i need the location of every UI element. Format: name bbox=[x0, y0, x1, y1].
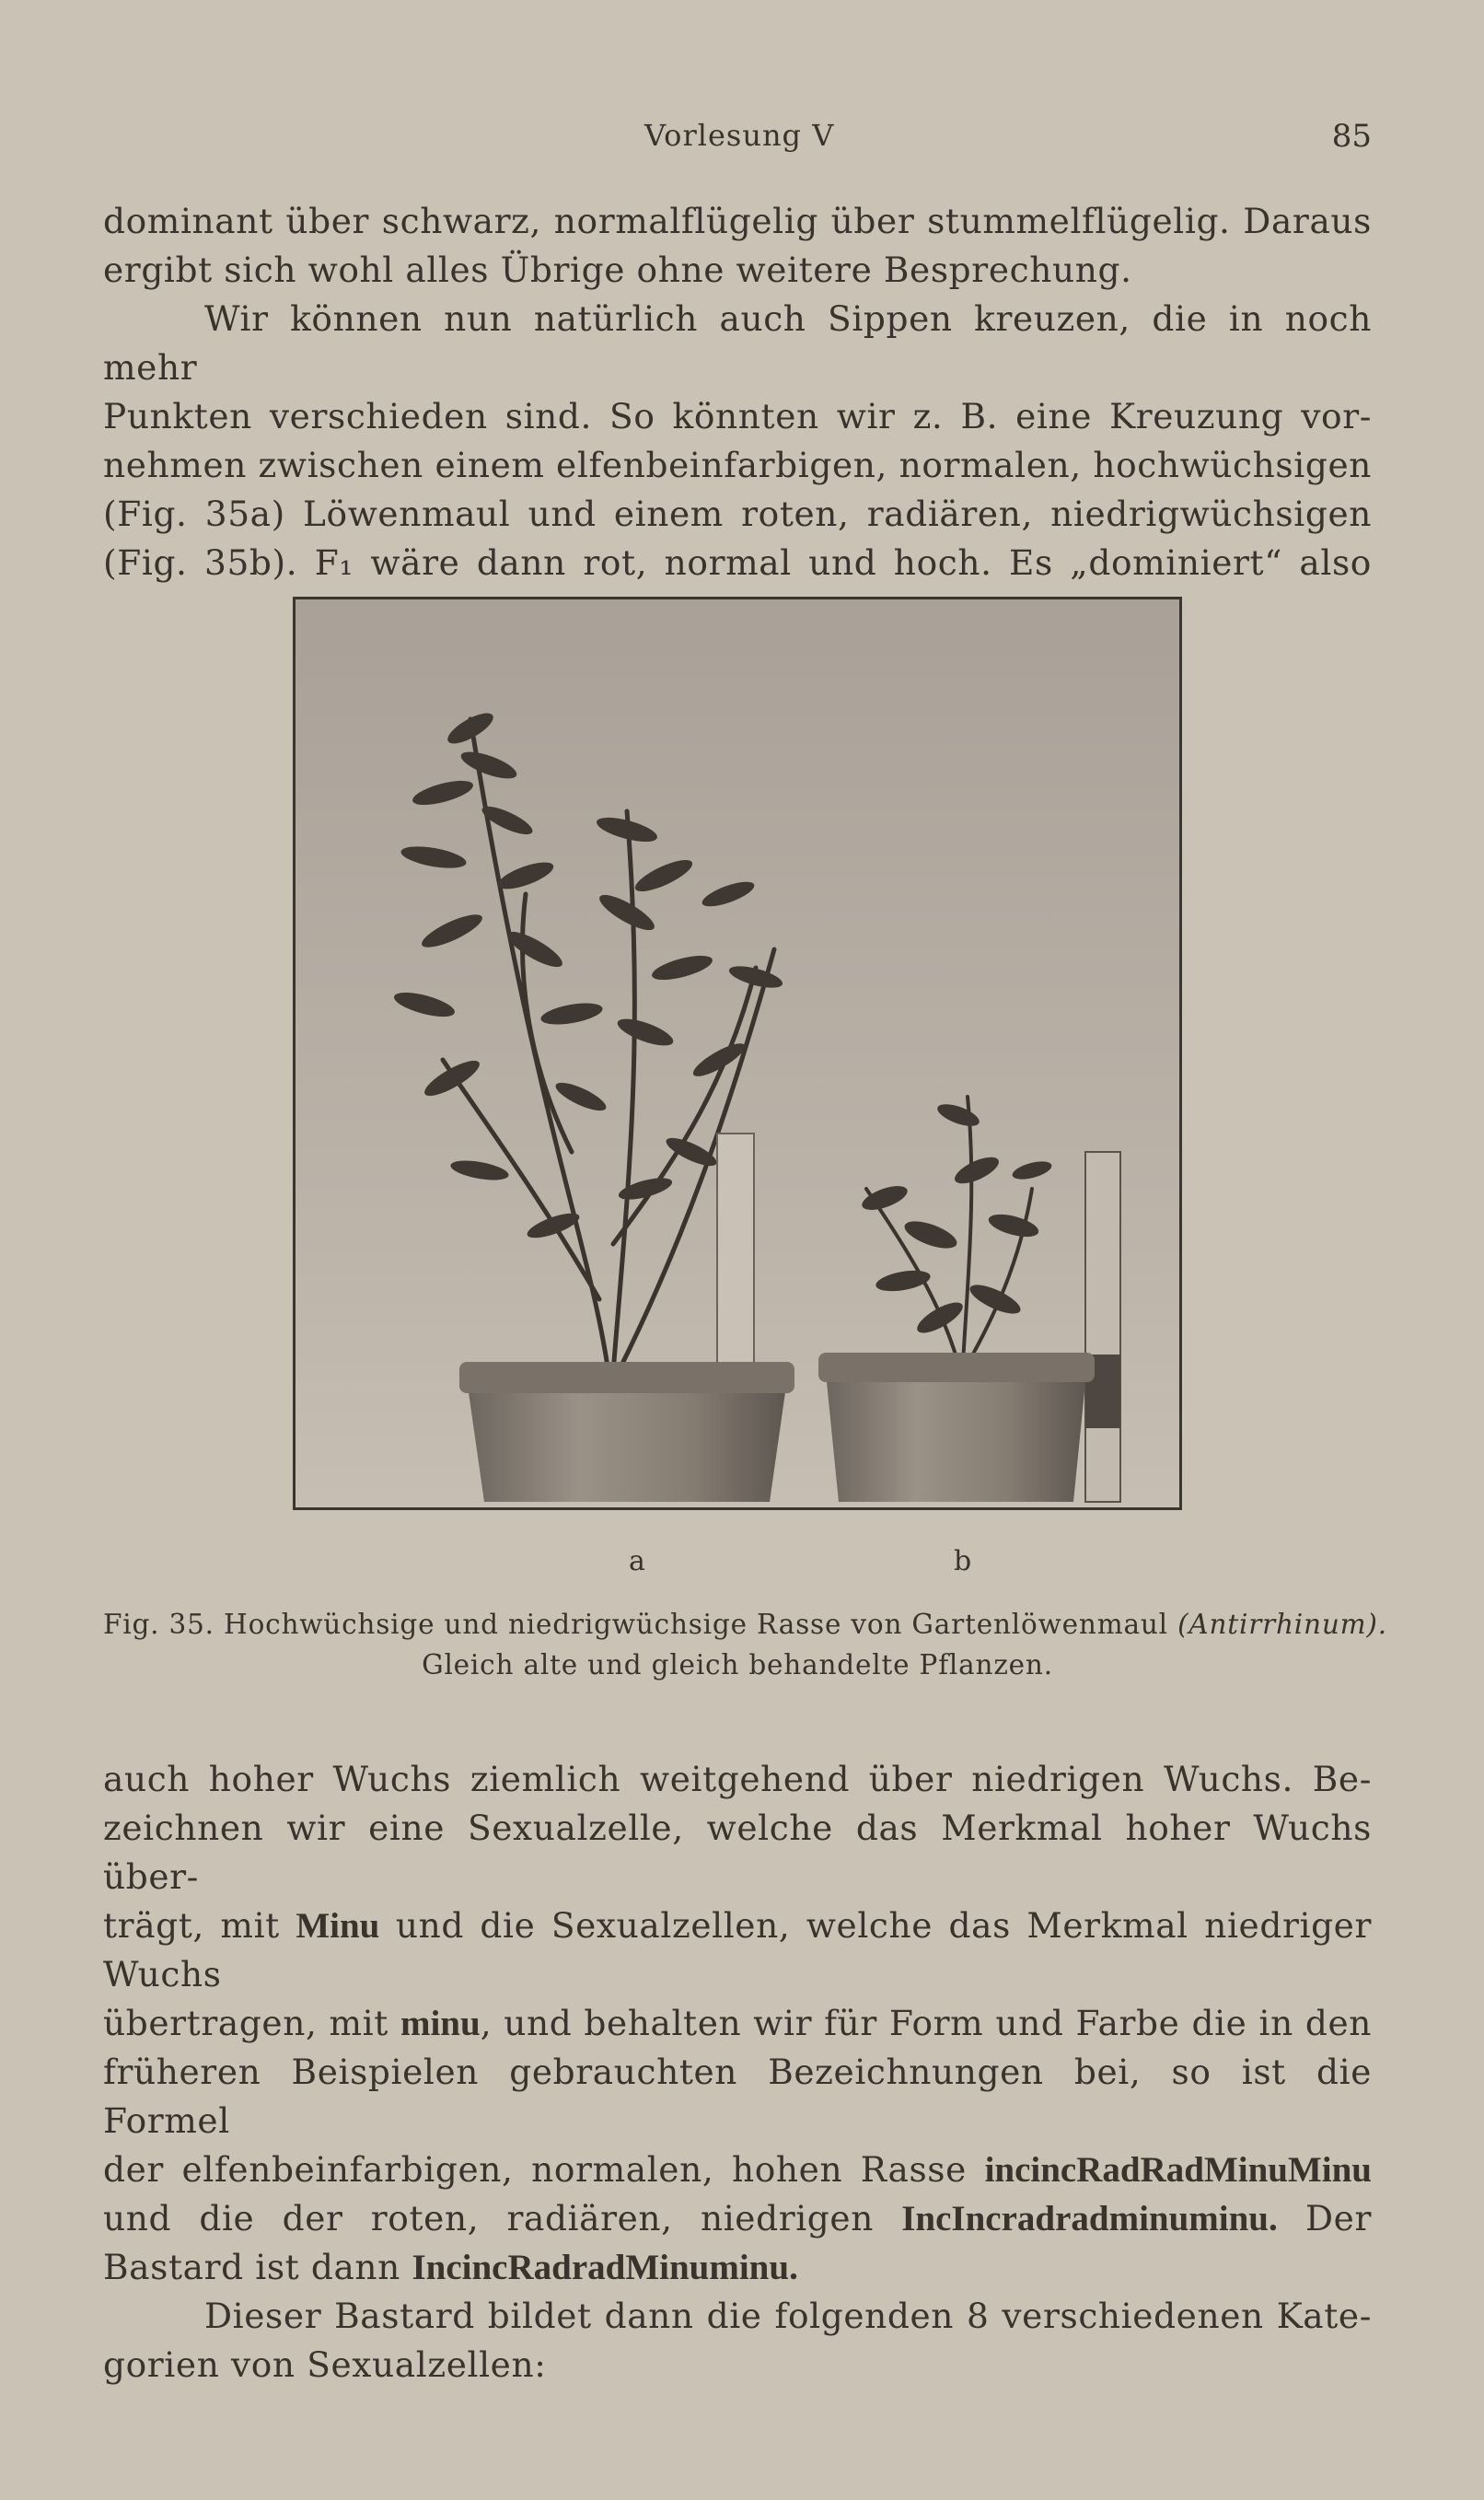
formula-bastard: IncincRadradMinuminu. bbox=[412, 2248, 798, 2287]
caption-prefix: Fig. 35. bbox=[103, 1609, 214, 1640]
paragraph-4-line-2: gorien von Sexualzellen: bbox=[103, 2344, 547, 2385]
paragraph-3-line-2: zeichnen wir eine Sexualzelle, welche das Merkmal hoher Wuchs über- bbox=[103, 1808, 1372, 1897]
figure-label-b: b bbox=[954, 1545, 972, 1577]
label-stake-b bbox=[1085, 1152, 1120, 1502]
running-header bbox=[0, 118, 1484, 164]
text-run: Der bbox=[1305, 2198, 1372, 2238]
text-block-top bbox=[103, 197, 1372, 587]
paragraph-3-line-4 bbox=[103, 1999, 1372, 2048]
paragraph-2-line-3: nehmen zwischen einem elfenbeinfarbigen, normalen, hochwüchsigen bbox=[103, 445, 1372, 485]
formula-minu-upper: Minu bbox=[296, 1906, 380, 1946]
text-run: und die der roten, radiären, niedrigen bbox=[103, 2198, 874, 2238]
chapter-title: Vorlesung V bbox=[644, 118, 835, 153]
text-run: trägt, mit bbox=[103, 1905, 280, 1946]
figure-photograph bbox=[293, 597, 1182, 1510]
paragraph-3-line-6 bbox=[103, 2145, 1372, 2194]
paragraph-2-line-5: (Fig. 35b). F₁ wäre dann rot, normal und hoch. Es „dominiert“ also bbox=[103, 542, 1372, 583]
caption-line-2: Gleich alte und gleich behandelte Pflanzen. bbox=[422, 1649, 1053, 1680]
paragraph-2-line-4: (Fig. 35a) Löwenmaul und einem roten, radiären, niedrigwüchsigen bbox=[103, 494, 1372, 534]
text-block-bottom bbox=[103, 1755, 1372, 2390]
text-run: Bastard ist dann bbox=[103, 2247, 400, 2287]
caption-scientific-name: (Antirrhinum). bbox=[1177, 1609, 1387, 1640]
caption-line-1 bbox=[103, 1604, 1387, 1645]
text-run: übertragen, mit bbox=[103, 2003, 388, 2043]
paragraph-4-line-1: Dieser Bastard bildet dann die folgenden 8 verschiedenen Kate- bbox=[204, 2296, 1372, 2336]
figure-caption bbox=[103, 1604, 1387, 1685]
page-number: 85 bbox=[1331, 118, 1372, 155]
formula-red-race: IncIncradradminuminu. bbox=[901, 2199, 1278, 2238]
figure-label-a: a bbox=[629, 1545, 645, 1577]
caption-text: Hochwüchsige und niedrigwüchsige Rasse von Gartenlöwenmaul bbox=[224, 1609, 1168, 1640]
paragraph-3-line-3 bbox=[103, 1901, 1372, 1999]
label-stake-a bbox=[717, 1134, 754, 1382]
paragraph-3-line-8 bbox=[103, 2243, 1372, 2292]
formula-ivory-race: incincRadRadMinuMinu bbox=[984, 2150, 1372, 2190]
text-run: und die Sexualzellen, welche das Merkmal niedriger Wuchs bbox=[103, 1905, 1372, 1994]
text-run: der elfenbeinfarbigen, normalen, hohen Rasse bbox=[103, 2149, 967, 2190]
formula-minu-lower: minu bbox=[400, 2004, 481, 2043]
paragraph-1-line-2: ergibt sich wohl alles Übrige ohne weitere Besprechung. bbox=[103, 250, 1132, 290]
paragraph-2-line-1: Wir können nun natürlich auch Sippen kreuzen, die in noch mehr bbox=[103, 298, 1372, 388]
paragraph-3-line-1: auch hoher Wuchs ziemlich weitgehend über niedrigen Wuchs. Be- bbox=[103, 1759, 1372, 1799]
text-run: , und behalten wir für Form und Farbe die in den bbox=[480, 2003, 1372, 2043]
pot-b bbox=[825, 1364, 1087, 1502]
paragraph-2-line-2: Punkten verschieden sind. So könnten wir z. B. eine Kreuzung vor- bbox=[103, 396, 1372, 436]
paragraph-3-line-5: früheren Beispielen gebrauchten Bezeichnungen bei, so ist die Formel bbox=[103, 2052, 1372, 2141]
paragraph-3-line-7 bbox=[103, 2194, 1372, 2243]
paragraph-1-line-1: dominant über schwarz, normalflügelig über stummelflügelig. Daraus bbox=[103, 201, 1372, 241]
plant-photo-illustration bbox=[296, 599, 1179, 1507]
